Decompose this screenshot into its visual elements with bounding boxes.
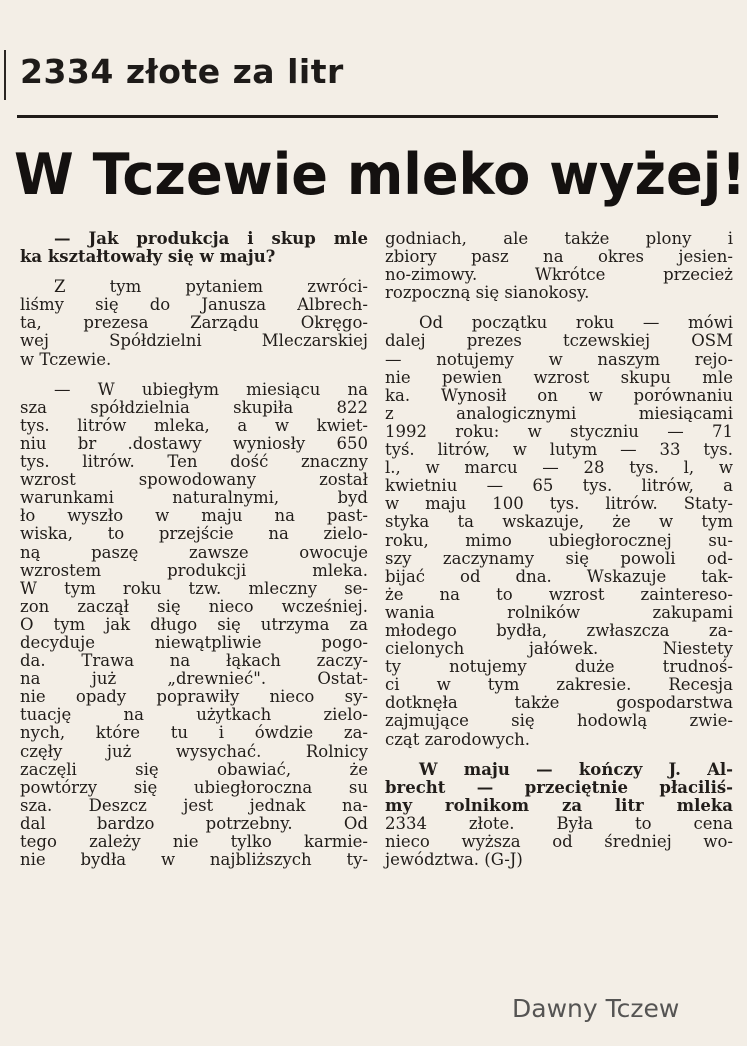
text-line: — notujemy w naszym rejo- [385, 349, 733, 369]
text-line: warunkami naturalnymi, byd [20, 488, 368, 508]
text-line: ci w tym zakresie. Recesja [385, 675, 733, 695]
text-line: ka kształtowały się w maju? [20, 247, 276, 267]
text-line: dalej prezes tczewskiej OSM [385, 331, 733, 351]
text-line: zajmujące się hodowlą zwie- [385, 711, 733, 731]
text-line: Z tym pytaniem zwróci- [54, 277, 368, 297]
text-line: sza. Deszcz jest jednak na- [20, 795, 368, 815]
text-line: ka. Wynosił on w porównaniu [385, 385, 733, 405]
text-line: nie bydła w najbliższych ty- [20, 850, 368, 870]
text-line: zaczęli się obawiać, że [20, 759, 368, 779]
article-column-2 [385, 230, 733, 869]
left-border-line [4, 50, 6, 100]
text-line: tys. litrów. Ten dość znaczny [20, 452, 368, 472]
text-line: liśmy się do Janusza Albrech- [20, 295, 368, 315]
text-line: cielonych jałówek. Niestety [385, 639, 733, 659]
text-line: niu br .dostawy wyniosły 650 [20, 433, 368, 453]
text-line: roku, mimo ubiegłorocznej su- [385, 530, 733, 550]
title-divider [17, 115, 718, 118]
text-line: szy zaczynamy się powoli od- [385, 548, 733, 568]
text-line: że na to wzrost zaintereso- [385, 584, 733, 604]
text-line: tuację na użytkach zielo- [20, 705, 368, 725]
text-line: na już „drewnieć". Ostat- [20, 669, 368, 689]
text-line: my rolnikom za litr mleka [385, 795, 733, 815]
text-line: zon zaczął się nieco wcześniej. [20, 596, 368, 616]
text-line: brecht — przeciętnie płaciliś- [385, 777, 733, 797]
text-line: — W ubiegłym miesiącu na [54, 379, 368, 399]
text-line: wzrostem produkcji mleka. [20, 560, 368, 580]
text-line: powtórzy się ubiegłoroczna su [20, 777, 368, 797]
text-line: l., w marcu — 28 tys. l, w [385, 458, 733, 478]
text-line: tyś. litrów, w lutym — 33 tys. [385, 440, 733, 460]
text-line: 2334 złote. Była to cena [385, 813, 733, 833]
text-line: w maju 100 tys. litrów. Staty- [385, 494, 733, 514]
text-line: no-zimowy. Wkrótce przecież [385, 265, 733, 285]
text-line: decyduje niewątpliwie pogo- [20, 632, 368, 652]
text-line: w Tczewie. [20, 349, 112, 369]
text-line: wej Spółdzielni Mleczarskiej [20, 331, 368, 351]
text-line: W tym roku tzw. mleczny se- [20, 578, 368, 598]
text-line: dotknęła także gospodarstwa [385, 693, 733, 713]
text-line: godniach, ale także plony i [385, 229, 733, 248]
text-line: nych, które tu i ówdzie za- [20, 723, 368, 743]
text-line: jewództwa. (G-J) [385, 850, 523, 870]
text-line: wiska, to przejście na zielo- [20, 524, 368, 544]
text-line: dal bardzo potrzebny. Od [20, 813, 368, 833]
headline: W Tczewie mleko wyżej! [14, 142, 746, 208]
text-line: z analogicznymi miesiącami [385, 403, 733, 423]
text-line: O tym jak długo się utrzyma za [20, 614, 368, 634]
text-line: młodego bydła, zwłaszcza za- [385, 620, 733, 640]
text-line: wzrost spowodowany został [20, 470, 368, 490]
text-line: rozpoczną się sianokosy. [385, 283, 590, 303]
text-line: ty notujemy duże trudnoś- [385, 657, 733, 677]
watermark: Dawny Tczew [512, 994, 680, 1023]
text-line: — Jak produkcja i skup mle [54, 229, 368, 248]
text-line: tys. litrów mleka, a w kwiet- [20, 415, 368, 435]
text-line: 1992 roku: w styczniu — 71 [385, 421, 733, 441]
text-line: Od początku roku — mówi [419, 313, 733, 333]
text-line: W maju — kończy J. Al- [419, 759, 733, 779]
text-line: nieco wyższa od średniej wo- [385, 832, 733, 851]
text-line: ło wyszło w maju na past- [20, 506, 368, 526]
text-line: cząt zarodowych. [385, 729, 531, 749]
text-line: zbiory pasz na okres jesien- [385, 247, 733, 267]
text-line: da. Trawa na łąkach zaczy- [20, 651, 368, 671]
text-line: tego zależy nie tylko karmie- [20, 832, 368, 851]
kicker-title: 2334 złote za litr [20, 52, 344, 91]
text-line: bijać od dna. Wskazuje tak- [385, 566, 733, 586]
text-line: styka ta wskazuje, że w tym [385, 512, 733, 532]
article-column-1 [20, 230, 368, 869]
text-line: częły już wysychać. Rolnicy [20, 741, 368, 761]
text-line: wania rolników zakupami [385, 602, 733, 622]
text-line: ta, prezesa Zarządu Okręgo- [20, 313, 368, 333]
text-line: kwietniu — 65 tys. litrów, a [385, 476, 733, 496]
text-line: sza spółdzielnia skupiła 822 [20, 397, 368, 417]
text-line: nie opady poprawiły nieco sy- [20, 687, 368, 707]
text-line: ną paszę zawsze owocuje [20, 542, 368, 562]
text-line: nie pewien wzrost skupu mle [385, 367, 733, 387]
